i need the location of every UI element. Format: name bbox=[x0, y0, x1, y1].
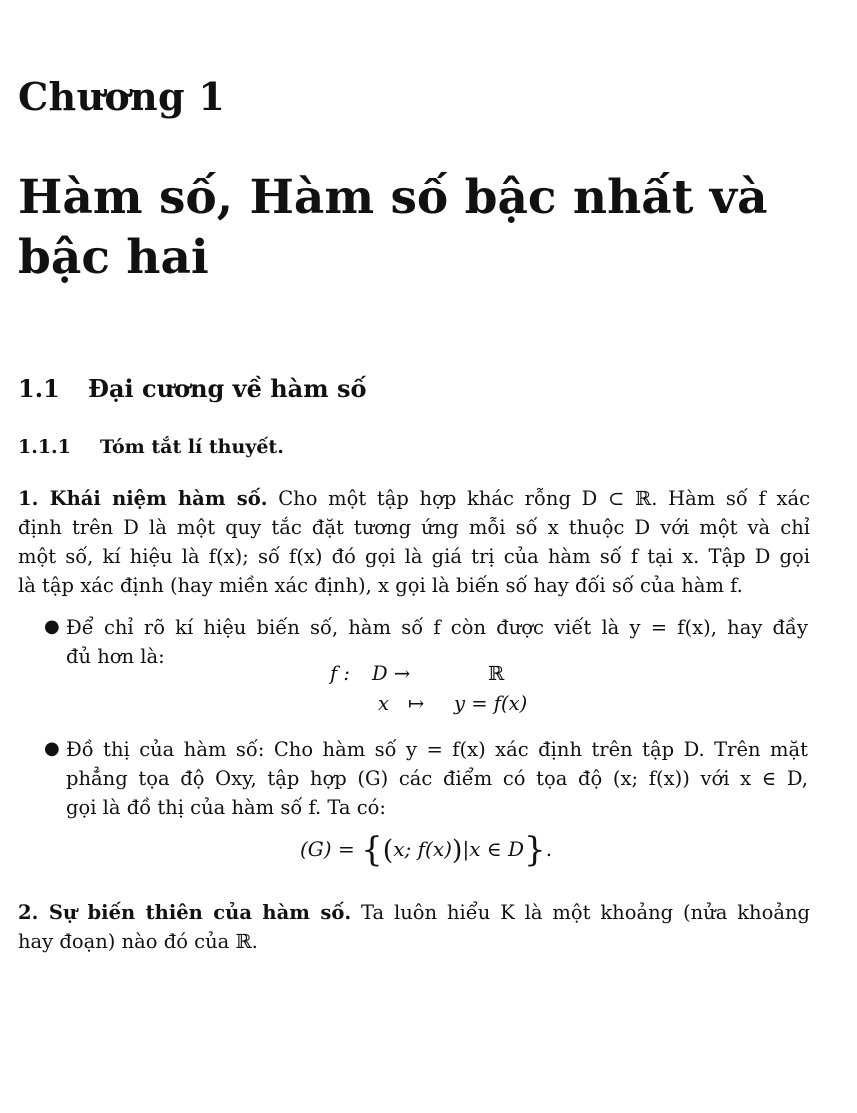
paragraph-line: 1. Khái niệm hàm số. Cho một tập hợp khác rỗng D ⊂ ℝ. Hàm số f xác bbox=[18, 487, 810, 510]
paragraph-line: là tập xác định (hay miền xác định), x gọi là biến số hay đối số của hàm f. bbox=[18, 574, 743, 597]
paragraph-line: 2. Sự biến thiên của hàm số. Ta luôn hiểu K là một khoảng (nửa khoảng bbox=[18, 901, 810, 924]
chapter-title: Hàm số, Hàm số bậc nhất và bậc hai bbox=[18, 170, 768, 285]
bullet-line: Đồ thị của hàm số: Cho hàm số y = f(x) xác định trên tập D. Trên mặt bbox=[66, 738, 808, 761]
paragraph-heading: 1. Khái niệm hàm số. bbox=[18, 487, 268, 510]
map-x: x bbox=[378, 692, 389, 715]
section-number: 1.1 bbox=[18, 374, 60, 403]
section-heading bbox=[18, 374, 367, 403]
bullet-graph bbox=[66, 735, 808, 822]
subsection-number: 1.1.1 bbox=[18, 436, 71, 458]
subsection-heading bbox=[18, 436, 284, 458]
paragraph-line: định trên D là một quy tắc đặt tương ứng mỗi số x thuộc D với một và chỉ bbox=[18, 516, 810, 539]
bullet-line: gọi là đồ thị của hàm số f. Ta có: bbox=[66, 796, 386, 819]
section-title: Đại cương về hàm số bbox=[88, 374, 367, 403]
bullet-line: Để chỉ rõ kí hiệu biến số, hàm số f còn được viết là y = f(x), hay đầy bbox=[66, 616, 808, 639]
map-f: f : bbox=[330, 662, 350, 685]
map-y: y = f(x) bbox=[454, 692, 528, 715]
mapsto-icon: ↦ bbox=[408, 692, 425, 715]
paragraph-variation bbox=[18, 898, 810, 956]
bullet-icon: ● bbox=[44, 738, 60, 759]
paragraph-heading: 2. Sự biến thiên của hàm số. bbox=[18, 901, 352, 924]
map-codomain: ℝ bbox=[488, 662, 505, 685]
bullet-notation bbox=[66, 613, 808, 671]
bullet-icon: ● bbox=[44, 616, 60, 637]
chapter-label: Chương 1 bbox=[18, 74, 226, 119]
subsection-title: Tóm tắt lí thuyết. bbox=[100, 436, 284, 458]
paragraph-line: hay đoạn) nào đó của ℝ. bbox=[18, 930, 258, 953]
bullet-line: đủ hơn là: bbox=[66, 645, 165, 668]
paragraph-line: một số, kí hiệu là f(x); số f(x) đó gọi là giá trị của hàm số f tại x. Tập D gọi bbox=[18, 545, 810, 568]
paragraph-definition bbox=[18, 484, 810, 600]
graph-set-equation: (G) = {(x; f(x))|x ∈ D}. bbox=[300, 830, 553, 870]
bullet-line: phẳng tọa độ Oxy, tập hợp (G) các điểm có tọa độ (x; f(x)) với x ∈ D, bbox=[66, 767, 808, 790]
map-domain: D → bbox=[372, 662, 411, 685]
function-mapping bbox=[330, 662, 350, 685]
